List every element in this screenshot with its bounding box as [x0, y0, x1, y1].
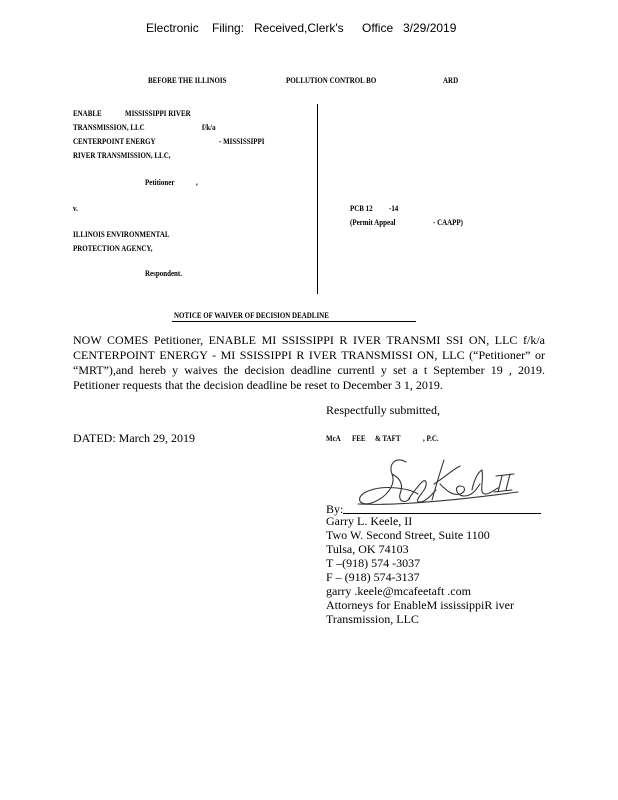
attorneys-for-line1: Attorneys for EnableM ississippiR iver [326, 598, 514, 612]
dated-line: DATED: March 29, 2019 [73, 431, 195, 445]
board-heading-part2: POLLUTION CONTROL BO [286, 75, 377, 85]
closing: Respectfully submitted, [326, 403, 440, 417]
case-type-a: (Permit Appeal [350, 217, 396, 227]
petitioner-name-line4: RIVER TRANSMISSION, LLC, [73, 150, 171, 160]
petitioner-name-line2a: TRANSMISSION, LLC [73, 122, 145, 132]
caption-divider [317, 104, 318, 294]
fax-number: F – (918) 574-3137 [326, 570, 420, 584]
filing-stamp-office: Office [362, 21, 394, 35]
notice-title: NOTICE OF WAIVER OF DECISION DEADLINE [174, 310, 329, 320]
board-heading-part3: ARD [443, 75, 459, 85]
phone-number: T –(918) 574 -3037 [326, 556, 421, 570]
by-label: By: [326, 502, 344, 516]
petitioner-role: Petitioner [145, 177, 175, 187]
petitioner-name-line2b: f/k/a [202, 122, 216, 132]
firm-name-part3: & TAFT [375, 433, 401, 443]
filing-stamp-electronic: Electronic [146, 21, 199, 35]
address-line2: Tulsa, OK 74103 [326, 542, 409, 556]
petitioner-name-line1b: MISSISSIPPI RIVER [125, 108, 191, 118]
petitioner-name-line1a: ENABLE [73, 108, 102, 118]
firm-name-part2: FEE [352, 433, 366, 443]
firm-name-part4: , P.C. [423, 433, 439, 443]
respondent-name-line1: ILLINOIS ENVIRONMENTAL [73, 229, 170, 239]
signer-name: Garry L. Keele, II [326, 514, 413, 528]
filing-stamp-received: Received,Clerk's [254, 21, 344, 35]
versus: v. [73, 203, 78, 213]
handwritten-signature [348, 454, 526, 516]
respondent-role: Respondent. [145, 268, 182, 278]
petitioner-name-line3b: - MISSISSIPPI [219, 136, 265, 146]
body-paragraph: NOW COMES Petitioner, ENABLE MI SSISSIPPI R IVER TRANSMI SSI ON, LLC f/k/a CENTERPOINT ENERGY - MI SSISSIPPI R IVER TRANSMISSI ON, LLC (“Petitioner” or “MRT”),and hereb y waives the decision deadline currentl y set a t September 19 , 2019. Petitioner requests that the decision deadline be reset to December 3 1, 2019. [73, 333, 545, 392]
case-type-b: - CAAPP) [433, 217, 464, 227]
attorneys-for-line2: Transmission, LLC [326, 612, 419, 626]
petitioner-comma: , [196, 177, 198, 187]
email-address: garry .keele@mcafeetaft .com [326, 584, 471, 598]
firm-name-part1: McA [326, 433, 341, 443]
case-number-a: PCB 12 [350, 203, 373, 213]
board-heading-part1: BEFORE THE ILLINOIS [148, 75, 227, 85]
case-number-b: -14 [389, 203, 399, 213]
address-line1: Two W. Second Street, Suite 1100 [326, 528, 490, 542]
respondent-name-line2: PROTECTION AGENCY, [73, 243, 153, 253]
filing-stamp-date: 3/29/2019 [403, 21, 457, 35]
petitioner-name-line3a: CENTERPOINT ENERGY [73, 136, 156, 146]
filing-stamp-filing: Filing: [212, 21, 245, 35]
